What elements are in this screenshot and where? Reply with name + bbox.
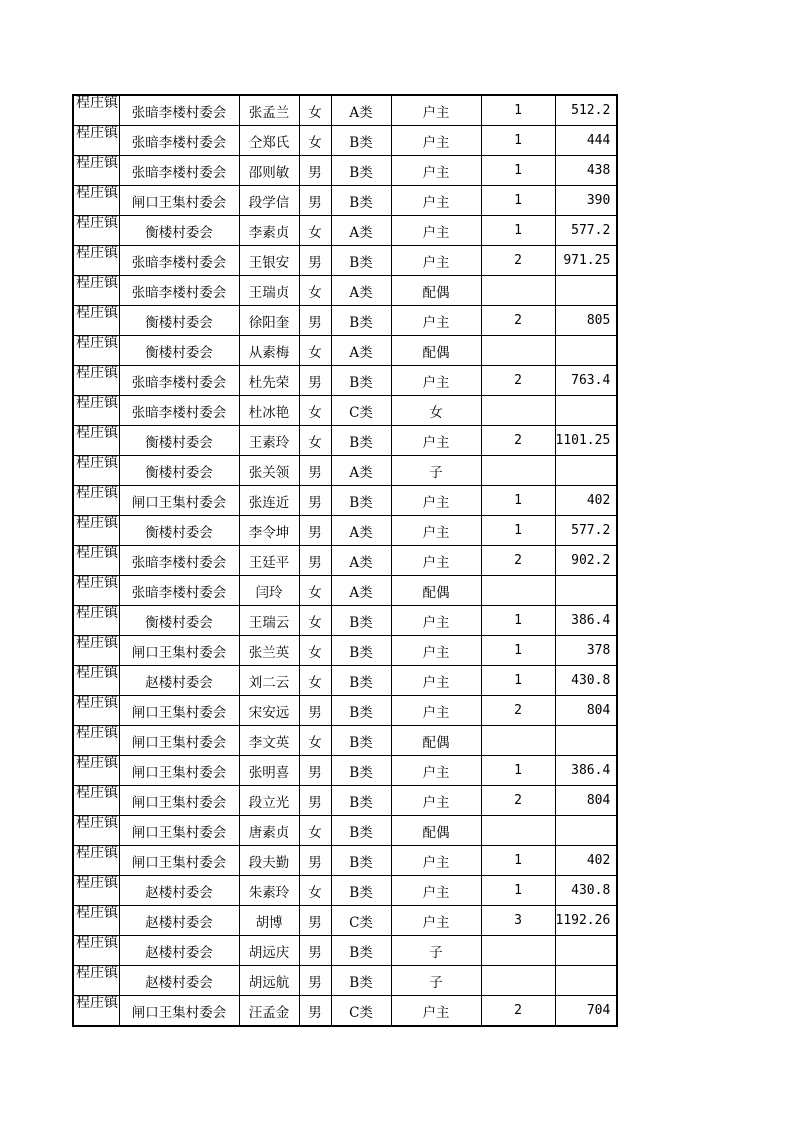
relation-cell: 户主	[391, 126, 481, 156]
person-name-cell: 胡远航	[239, 966, 299, 996]
table-row	[73, 546, 617, 576]
person-name-cell: 从素梅	[239, 336, 299, 366]
table-row	[73, 846, 617, 876]
town-cell: 程庄镇	[73, 486, 119, 516]
amount-cell: 512.2	[555, 95, 617, 126]
category-cell: B类	[331, 966, 391, 996]
relation-cell: 户主	[391, 636, 481, 666]
category-cell: A类	[331, 456, 391, 486]
category-cell: B类	[331, 816, 391, 846]
person-name-cell: 仝郑氏	[239, 126, 299, 156]
village-cell: 闸口王集村委会	[119, 726, 239, 756]
category-cell: B类	[331, 306, 391, 336]
table-row	[73, 336, 617, 366]
person-name-cell: 王银安	[239, 246, 299, 276]
amount-cell: 763.4	[555, 366, 617, 396]
town-cell: 程庄镇	[73, 786, 119, 816]
village-cell: 闸口王集村委会	[119, 996, 239, 1027]
town-cell: 程庄镇	[73, 186, 119, 216]
table-row	[73, 726, 617, 756]
household-count-cell: 1	[481, 666, 555, 696]
amount-cell: 805	[555, 306, 617, 336]
village-cell: 闸口王集村委会	[119, 846, 239, 876]
table-row	[73, 966, 617, 996]
amount-cell	[555, 336, 617, 366]
category-cell: B类	[331, 696, 391, 726]
person-name-cell: 闫玲	[239, 576, 299, 606]
amount-cell	[555, 456, 617, 486]
amount-cell: 444	[555, 126, 617, 156]
table-row	[73, 606, 617, 636]
amount-cell: 804	[555, 786, 617, 816]
amount-cell: 971.25	[555, 246, 617, 276]
table-row	[73, 486, 617, 516]
category-cell: B类	[331, 936, 391, 966]
person-name-cell: 刘二云	[239, 666, 299, 696]
table-row	[73, 95, 617, 126]
person-name-cell: 李令坤	[239, 516, 299, 546]
relation-cell: 户主	[391, 366, 481, 396]
village-cell: 衡楼村委会	[119, 456, 239, 486]
gender-cell: 男	[299, 696, 331, 726]
gender-cell: 女	[299, 216, 331, 246]
household-count-cell: 1	[481, 876, 555, 906]
household-count-cell	[481, 396, 555, 426]
town-cell: 程庄镇	[73, 816, 119, 846]
amount-cell	[555, 816, 617, 846]
town-cell: 程庄镇	[73, 366, 119, 396]
person-name-cell: 段夫勤	[239, 846, 299, 876]
person-name-cell: 朱素玲	[239, 876, 299, 906]
village-cell: 衡楼村委会	[119, 426, 239, 456]
person-name-cell: 汪孟金	[239, 996, 299, 1027]
category-cell: A类	[331, 516, 391, 546]
category-cell: B类	[331, 246, 391, 276]
table-row	[73, 126, 617, 156]
village-cell: 赵楼村委会	[119, 936, 239, 966]
table-row	[73, 456, 617, 486]
gender-cell: 男	[299, 546, 331, 576]
gender-cell: 男	[299, 516, 331, 546]
village-cell: 张暗李楼村委会	[119, 576, 239, 606]
table-row	[73, 186, 617, 216]
household-count-cell	[481, 816, 555, 846]
household-count-cell: 1	[481, 95, 555, 126]
table-row	[73, 936, 617, 966]
amount-cell: 577.2	[555, 216, 617, 246]
household-count-cell: 2	[481, 786, 555, 816]
town-cell: 程庄镇	[73, 666, 119, 696]
gender-cell: 男	[299, 456, 331, 486]
relation-cell: 户主	[391, 786, 481, 816]
village-cell: 赵楼村委会	[119, 876, 239, 906]
town-cell: 程庄镇	[73, 906, 119, 936]
gender-cell: 女	[299, 636, 331, 666]
table-row	[73, 666, 617, 696]
gender-cell: 女	[299, 816, 331, 846]
village-cell: 张暗李楼村委会	[119, 276, 239, 306]
person-name-cell: 李素贞	[239, 216, 299, 246]
household-count-cell	[481, 336, 555, 366]
gender-cell: 女	[299, 126, 331, 156]
household-count-cell: 1	[481, 846, 555, 876]
relation-cell: 户主	[391, 516, 481, 546]
table-row	[73, 516, 617, 546]
person-name-cell: 宋安远	[239, 696, 299, 726]
town-cell: 程庄镇	[73, 126, 119, 156]
town-cell: 程庄镇	[73, 576, 119, 606]
village-cell: 赵楼村委会	[119, 906, 239, 936]
town-cell: 程庄镇	[73, 696, 119, 726]
category-cell: A类	[331, 216, 391, 246]
gender-cell: 男	[299, 486, 331, 516]
category-cell: B类	[331, 756, 391, 786]
category-cell: B类	[331, 846, 391, 876]
person-name-cell: 胡博	[239, 906, 299, 936]
relation-cell: 户主	[391, 876, 481, 906]
person-name-cell: 段学信	[239, 186, 299, 216]
category-cell: B类	[331, 126, 391, 156]
town-cell: 程庄镇	[73, 426, 119, 456]
person-name-cell: 杜冰艳	[239, 396, 299, 426]
household-count-cell	[481, 936, 555, 966]
table-row	[73, 306, 617, 336]
gender-cell: 男	[299, 366, 331, 396]
table-row	[73, 756, 617, 786]
town-cell: 程庄镇	[73, 636, 119, 666]
gender-cell: 男	[299, 156, 331, 186]
household-count-cell	[481, 276, 555, 306]
household-count-cell	[481, 726, 555, 756]
gender-cell: 女	[299, 576, 331, 606]
household-count-cell: 1	[481, 756, 555, 786]
relation-cell: 子	[391, 936, 481, 966]
household-count-cell: 2	[481, 996, 555, 1027]
amount-cell: 577.2	[555, 516, 617, 546]
amount-cell: 1101.25	[555, 426, 617, 456]
town-cell: 程庄镇	[73, 966, 119, 996]
village-cell: 张暗李楼村委会	[119, 126, 239, 156]
category-cell: B类	[331, 666, 391, 696]
table-row	[73, 576, 617, 606]
table-row	[73, 696, 617, 726]
gender-cell: 男	[299, 786, 331, 816]
assistance-roster-table	[72, 94, 618, 1027]
person-name-cell: 唐素贞	[239, 816, 299, 846]
village-cell: 衡楼村委会	[119, 216, 239, 246]
person-name-cell: 张连近	[239, 486, 299, 516]
town-cell: 程庄镇	[73, 306, 119, 336]
relation-cell: 户主	[391, 546, 481, 576]
village-cell: 张暗李楼村委会	[119, 546, 239, 576]
table-row	[73, 636, 617, 666]
gender-cell: 男	[299, 756, 331, 786]
town-cell: 程庄镇	[73, 95, 119, 126]
category-cell: B类	[331, 366, 391, 396]
household-count-cell: 1	[481, 216, 555, 246]
village-cell: 赵楼村委会	[119, 966, 239, 996]
relation-cell: 子	[391, 966, 481, 996]
town-cell: 程庄镇	[73, 546, 119, 576]
gender-cell: 女	[299, 726, 331, 756]
relation-cell: 户主	[391, 156, 481, 186]
table-row	[73, 396, 617, 426]
household-count-cell: 1	[481, 126, 555, 156]
category-cell: B类	[331, 606, 391, 636]
amount-cell: 902.2	[555, 546, 617, 576]
table-row	[73, 156, 617, 186]
town-cell: 程庄镇	[73, 726, 119, 756]
town-cell: 程庄镇	[73, 456, 119, 486]
relation-cell: 户主	[391, 486, 481, 516]
village-cell: 衡楼村委会	[119, 336, 239, 366]
category-cell: B类	[331, 156, 391, 186]
village-cell: 赵楼村委会	[119, 666, 239, 696]
town-cell: 程庄镇	[73, 336, 119, 366]
amount-cell	[555, 966, 617, 996]
relation-cell: 户主	[391, 246, 481, 276]
table-row	[73, 786, 617, 816]
household-count-cell: 1	[481, 486, 555, 516]
relation-cell: 配偶	[391, 816, 481, 846]
household-count-cell: 1	[481, 186, 555, 216]
amount-cell: 804	[555, 696, 617, 726]
household-count-cell: 1	[481, 636, 555, 666]
category-cell: C类	[331, 906, 391, 936]
gender-cell: 男	[299, 966, 331, 996]
village-cell: 张暗李楼村委会	[119, 156, 239, 186]
category-cell: B类	[331, 636, 391, 666]
household-count-cell	[481, 456, 555, 486]
gender-cell: 女	[299, 606, 331, 636]
gender-cell: 男	[299, 846, 331, 876]
household-count-cell: 2	[481, 696, 555, 726]
village-cell: 闸口王集村委会	[119, 756, 239, 786]
town-cell: 程庄镇	[73, 756, 119, 786]
person-name-cell: 张孟兰	[239, 95, 299, 126]
table-row	[73, 216, 617, 246]
relation-cell: 户主	[391, 306, 481, 336]
household-count-cell: 1	[481, 606, 555, 636]
person-name-cell: 王瑞贞	[239, 276, 299, 306]
gender-cell: 女	[299, 95, 331, 126]
amount-cell	[555, 396, 617, 426]
gender-cell: 男	[299, 936, 331, 966]
category-cell: B类	[331, 726, 391, 756]
gender-cell: 女	[299, 426, 331, 456]
relation-cell: 户主	[391, 846, 481, 876]
person-name-cell: 徐阳奎	[239, 306, 299, 336]
village-cell: 闸口王集村委会	[119, 486, 239, 516]
relation-cell: 户主	[391, 666, 481, 696]
household-count-cell: 2	[481, 426, 555, 456]
relation-cell: 配偶	[391, 576, 481, 606]
category-cell: A类	[331, 546, 391, 576]
gender-cell: 女	[299, 876, 331, 906]
gender-cell: 女	[299, 666, 331, 696]
village-cell: 衡楼村委会	[119, 606, 239, 636]
category-cell: A类	[331, 336, 391, 366]
gender-cell: 男	[299, 996, 331, 1027]
relation-cell: 户主	[391, 906, 481, 936]
category-cell: B类	[331, 876, 391, 906]
amount-cell: 438	[555, 156, 617, 186]
town-cell: 程庄镇	[73, 516, 119, 546]
amount-cell: 430.8	[555, 876, 617, 906]
relation-cell: 女	[391, 396, 481, 426]
relation-cell: 户主	[391, 216, 481, 246]
town-cell: 程庄镇	[73, 846, 119, 876]
town-cell: 程庄镇	[73, 246, 119, 276]
person-name-cell: 王素玲	[239, 426, 299, 456]
village-cell: 张暗李楼村委会	[119, 366, 239, 396]
town-cell: 程庄镇	[73, 606, 119, 636]
person-name-cell: 邵则敏	[239, 156, 299, 186]
person-name-cell: 李文英	[239, 726, 299, 756]
village-cell: 衡楼村委会	[119, 306, 239, 336]
amount-cell	[555, 276, 617, 306]
town-cell: 程庄镇	[73, 156, 119, 186]
category-cell: A类	[331, 95, 391, 126]
amount-cell: 402	[555, 846, 617, 876]
person-name-cell: 杜先荣	[239, 366, 299, 396]
gender-cell: 女	[299, 336, 331, 366]
table-row	[73, 876, 617, 906]
person-name-cell: 段立光	[239, 786, 299, 816]
category-cell: B类	[331, 426, 391, 456]
category-cell: C类	[331, 396, 391, 426]
gender-cell: 女	[299, 396, 331, 426]
amount-cell	[555, 726, 617, 756]
village-cell: 张暗李楼村委会	[119, 246, 239, 276]
household-count-cell: 1	[481, 516, 555, 546]
person-name-cell: 胡远庆	[239, 936, 299, 966]
relation-cell: 配偶	[391, 276, 481, 306]
household-count-cell: 2	[481, 546, 555, 576]
relation-cell: 子	[391, 456, 481, 486]
amount-cell: 386.4	[555, 756, 617, 786]
relation-cell: 户主	[391, 186, 481, 216]
relation-cell: 户主	[391, 696, 481, 726]
amount-cell: 430.8	[555, 666, 617, 696]
village-cell: 闸口王集村委会	[119, 186, 239, 216]
category-cell: C类	[331, 996, 391, 1027]
household-count-cell: 3	[481, 906, 555, 936]
village-cell: 张暗李楼村委会	[119, 396, 239, 426]
amount-cell	[555, 576, 617, 606]
relation-cell: 户主	[391, 426, 481, 456]
gender-cell: 男	[299, 306, 331, 336]
person-name-cell: 张兰英	[239, 636, 299, 666]
town-cell: 程庄镇	[73, 936, 119, 966]
household-count-cell: 2	[481, 246, 555, 276]
table-row	[73, 996, 617, 1027]
table-row	[73, 906, 617, 936]
relation-cell: 户主	[391, 95, 481, 126]
category-cell: B类	[331, 186, 391, 216]
amount-cell: 386.4	[555, 606, 617, 636]
town-cell: 程庄镇	[73, 276, 119, 306]
amount-cell: 1192.26	[555, 906, 617, 936]
household-count-cell	[481, 966, 555, 996]
table-row	[73, 816, 617, 846]
person-name-cell: 张明喜	[239, 756, 299, 786]
table-row	[73, 276, 617, 306]
household-count-cell	[481, 576, 555, 606]
amount-cell: 390	[555, 186, 617, 216]
relation-cell: 配偶	[391, 726, 481, 756]
category-cell: A类	[331, 576, 391, 606]
household-count-cell: 2	[481, 306, 555, 336]
category-cell: B类	[331, 786, 391, 816]
amount-cell	[555, 936, 617, 966]
village-cell: 闸口王集村委会	[119, 816, 239, 846]
town-cell: 程庄镇	[73, 876, 119, 906]
village-cell: 闸口王集村委会	[119, 786, 239, 816]
town-cell: 程庄镇	[73, 396, 119, 426]
relation-cell: 户主	[391, 996, 481, 1027]
town-cell: 程庄镇	[73, 996, 119, 1027]
person-name-cell: 张关领	[239, 456, 299, 486]
gender-cell: 男	[299, 186, 331, 216]
gender-cell: 男	[299, 906, 331, 936]
relation-cell: 户主	[391, 756, 481, 786]
amount-cell: 704	[555, 996, 617, 1027]
village-cell: 闸口王集村委会	[119, 696, 239, 726]
village-cell: 衡楼村委会	[119, 516, 239, 546]
household-count-cell: 1	[481, 156, 555, 186]
village-cell: 张暗李楼村委会	[119, 95, 239, 126]
person-name-cell: 王廷平	[239, 546, 299, 576]
table-row	[73, 366, 617, 396]
amount-cell: 402	[555, 486, 617, 516]
gender-cell: 男	[299, 246, 331, 276]
category-cell: B类	[331, 486, 391, 516]
town-cell: 程庄镇	[73, 216, 119, 246]
amount-cell: 378	[555, 636, 617, 666]
relation-cell: 配偶	[391, 336, 481, 366]
category-cell: A类	[331, 276, 391, 306]
table-row	[73, 426, 617, 456]
household-count-cell: 2	[481, 366, 555, 396]
village-cell: 闸口王集村委会	[119, 636, 239, 666]
relation-cell: 户主	[391, 606, 481, 636]
person-name-cell: 王瑞云	[239, 606, 299, 636]
gender-cell: 女	[299, 276, 331, 306]
table-row	[73, 246, 617, 276]
